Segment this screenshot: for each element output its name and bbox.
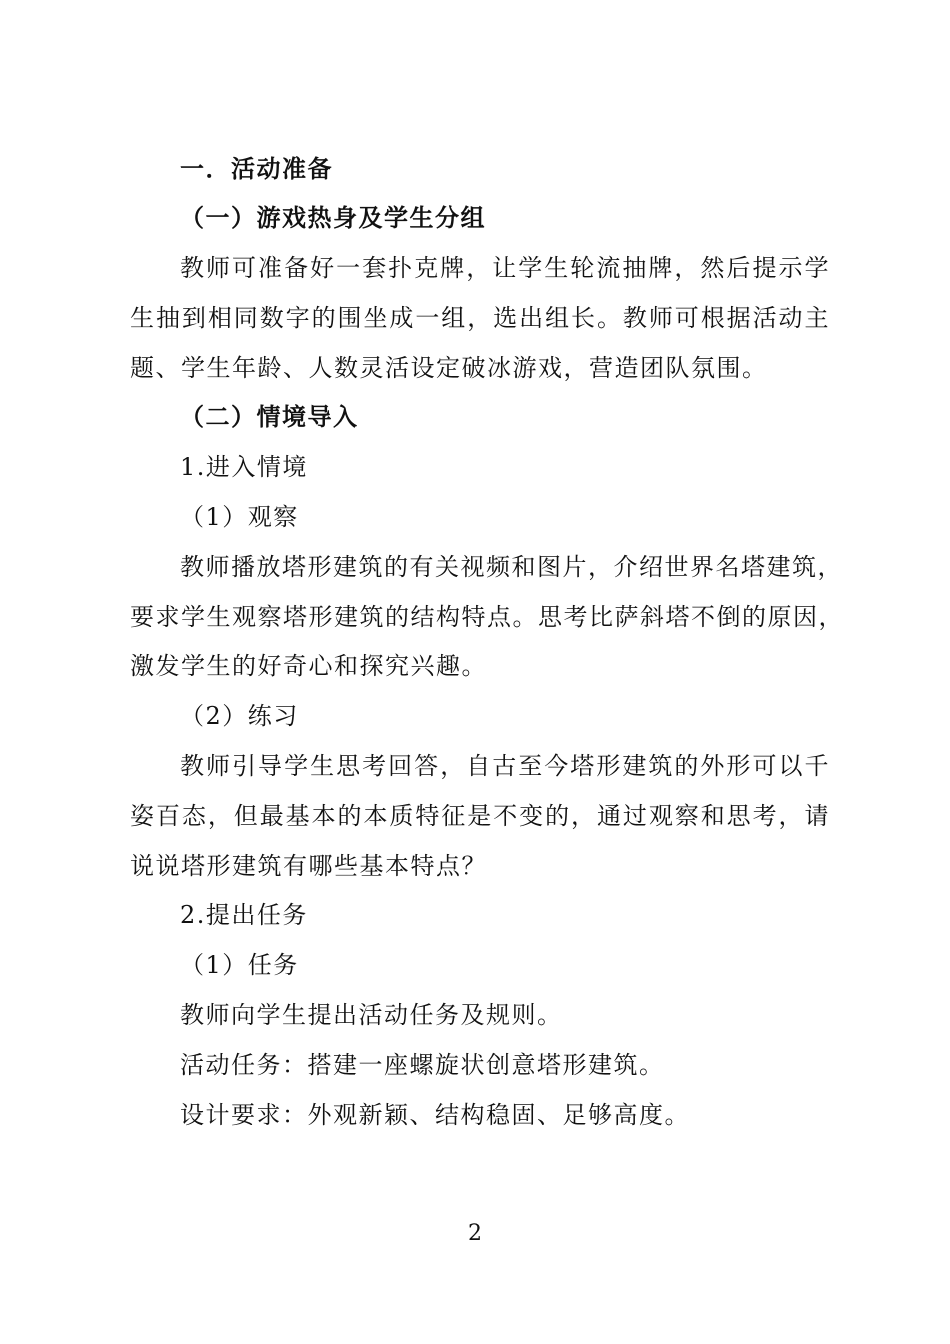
section-heading: 一．活动准备: [180, 155, 333, 183]
list-item-task: （1）任务: [180, 951, 299, 979]
paragraph-line: 题、学生年龄、人数灵活设定破冰游戏，营造团队氛围。: [130, 354, 768, 382]
paragraph-line: 姿百态，但最基本的本质特征是不变的，通过观察和思考，请: [130, 802, 830, 830]
paragraph-line: 教师引导学生思考回答，自古至今塔形建筑的外形可以千: [180, 752, 830, 780]
paragraph-line: 教师播放塔形建筑的有关视频和图片，介绍世界名塔建筑，: [180, 553, 843, 581]
paragraph-line: 激发学生的好奇心和探究兴趣。: [130, 652, 487, 680]
design-requirements-line: 设计要求：外观新颖、结构稳固、足够高度。: [180, 1101, 690, 1129]
paragraph-line: 生抽到相同数字的围坐成一组，选出组长。教师可根据活动主: [130, 304, 830, 332]
list-item-enter-scenario: 1.进入情境: [180, 453, 308, 481]
paragraph-line: 说说塔形建筑有哪些基本特点？: [130, 852, 487, 880]
paragraph-line: 要求学生观察塔形建筑的结构特点。思考比萨斜塔不倒的原因，: [130, 603, 844, 631]
activity-task-line: 活动任务：搭建一座螺旋状创意塔形建筑。: [180, 1051, 665, 1079]
list-item-propose-task: 2.提出任务: [180, 901, 308, 929]
list-item-observe: （1）观察: [180, 503, 299, 531]
paragraph-line: 教师向学生提出活动任务及规则。: [180, 1001, 563, 1029]
page-number: 2: [468, 1221, 482, 1246]
subsection-heading-scenario: （二）情境导入: [180, 403, 359, 431]
list-item-practice: （2）练习: [180, 702, 299, 730]
paragraph-line: 教师可准备好一套扑克牌，让学生轮流抽牌，然后提示学: [180, 254, 830, 282]
subsection-heading-warmup: （一）游戏热身及学生分组: [180, 204, 486, 232]
